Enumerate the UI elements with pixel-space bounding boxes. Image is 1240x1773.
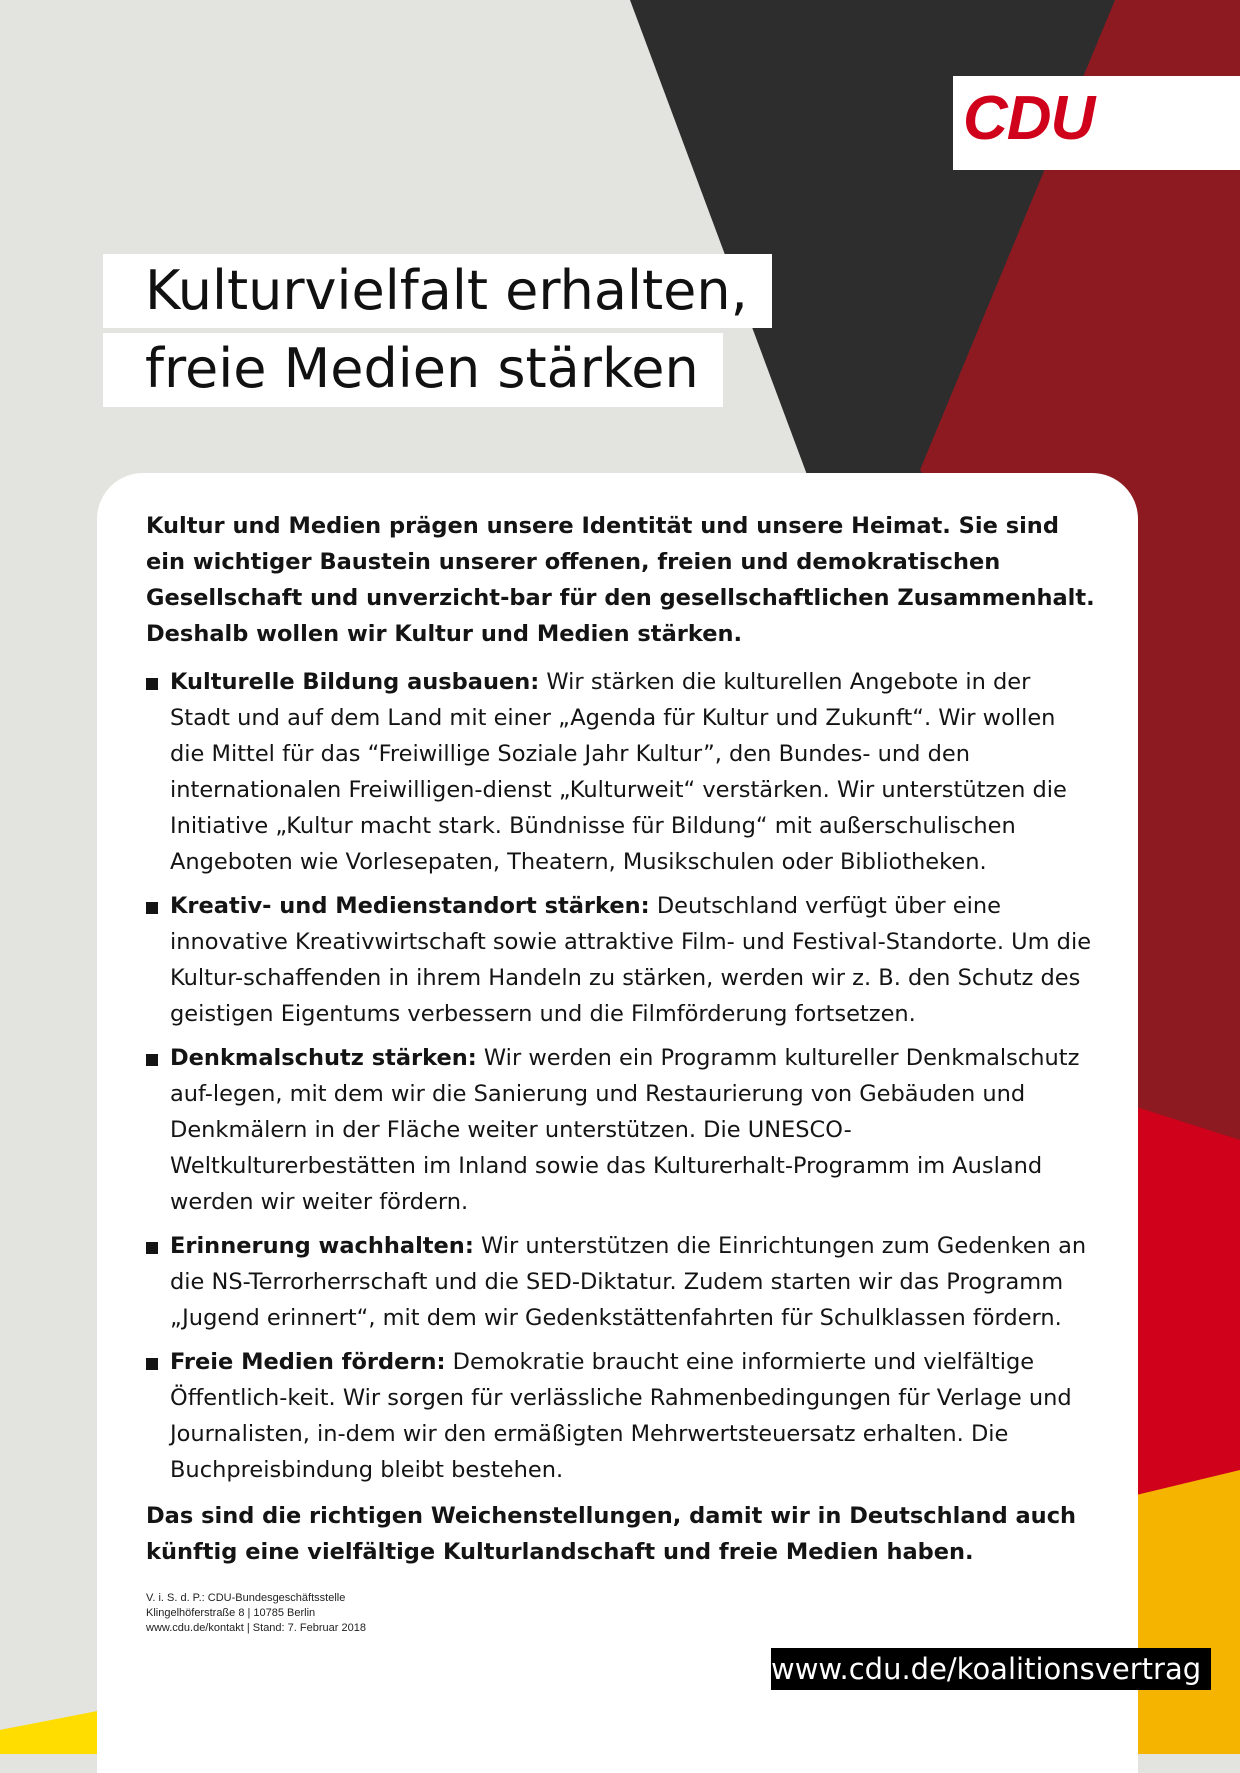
square-bullet-icon <box>146 1358 158 1370</box>
cdu-logo: CDU <box>963 84 1095 153</box>
bullet-item <box>146 1228 1096 1336</box>
background-red-shape <box>1130 1105 1240 1530</box>
bullet-item <box>146 1344 1096 1488</box>
closing-paragraph: Das sind die richtigen Weichenstellungen, damit wir in Deutschland auch künftig eine vielfältige Kulturlandschaft und freie Medien haben. <box>146 1503 1077 1565</box>
bullet-heading: Kreativ- und Medienstandort stärken: <box>170 893 650 919</box>
logo-box <box>953 76 1240 170</box>
headline-line-2: freie Medien stärken <box>103 333 723 407</box>
headline-line-1: Kulturvielfalt erhalten, <box>103 254 772 328</box>
imprint-line-1: V. i. S. d. P.: CDU-Bundesgeschäftsstelle <box>146 1592 346 1604</box>
bullet-text: Wir werden ein Programm kultureller Denkmalschutz auf-legen, mit dem wir die Sanierung und Restaurierung von Gebäuden und Denkmälern in der Fläche weiter unterstützen. Die UNESCO-Weltkulturerbestätten im Inland sowie das Kulturerhalt-Programm im Ausland werden wir weiter fördern. <box>170 1045 1080 1215</box>
bullet-text: Deutschland verfügt über eine innovative Kreativwirtschaft sowie attraktive Film- und Festival-Standorte. Um die Kultur-schaffenden in ihrem Handeln zu stärken, werden wir z. B. den Schutz des geistigen Eigentums verbessern und die Filmförderung fortsetzen. <box>170 893 1092 1027</box>
intro-paragraph: Kultur und Medien prägen unsere Identität und unsere Heimat. Sie sind ein wichtiger Baustein unserer offenen, freien und demokratischen Gesellschaft und unverzicht-bar für den gesellschaftlichen Zusammenhalt. Deshalb wollen wir Kultur und Medien stärken. <box>146 513 1095 647</box>
imprint <box>146 1591 366 1636</box>
bullet-list <box>146 664 1096 1488</box>
bullet-text: Wir stärken die kulturellen Angebote in der Stadt und auf dem Land mit einer „Agenda für Kultur und Zukunft“. Wir wollen die Mittel für das “Freiwillige Soziale Jahr Kultur”, den Bundes- und den internationalen Freiwilligen-dienst „Kulturweit“ verstärken. Wir unterstützen die Initiative „Kultur macht stark. Bündnisse für Bildung“ mit außerschulischen Angeboten wie Vorlesepaten, Theatern, Musikschulen oder Bibliotheken. <box>170 669 1067 875</box>
square-bullet-icon <box>146 678 158 690</box>
bullet-item <box>146 1040 1096 1220</box>
bullet-item <box>146 888 1096 1032</box>
bullet-text: Demokratie braucht eine informierte und vielfältige Öffentlich-keit. Wir sorgen für verlässliche Rahmenbedingungen für Verlage und Journalisten, in-dem wir den ermäßigten Mehrwertsteuersatz erhalten. Die Buchpreisbindung bleibt bestehen. <box>170 1349 1072 1483</box>
bullet-heading: Denkmalschutz stärken: <box>170 1045 477 1071</box>
bullet-text: Wir unterstützen die Einrichtungen zum Gedenken an die NS-Terrorherrschaft und die SED-Diktatur. Zudem starten wir das Programm „Jugend erinnert“, mit dem wir Gedenkstättenfahrten für Schulklassen fördern. <box>170 1233 1087 1331</box>
imprint-line-3: www.cdu.de/kontakt | Stand: 7. Februar 2018 <box>146 1622 366 1634</box>
square-bullet-icon <box>146 902 158 914</box>
bullet-heading: Freie Medien fördern: <box>170 1349 446 1375</box>
square-bullet-icon <box>146 1242 158 1254</box>
bullet-heading: Erinnerung wachhalten: <box>170 1233 474 1259</box>
bullet-heading: Kulturelle Bildung ausbauen: <box>170 669 540 695</box>
footer-url: www.cdu.de/koalitionsvertrag <box>771 1648 1211 1690</box>
imprint-line-2: Klingelhöferstraße 8 | 10785 Berlin <box>146 1607 316 1619</box>
bullet-item <box>146 664 1096 880</box>
square-bullet-icon <box>146 1054 158 1066</box>
body-content <box>146 508 1096 1570</box>
